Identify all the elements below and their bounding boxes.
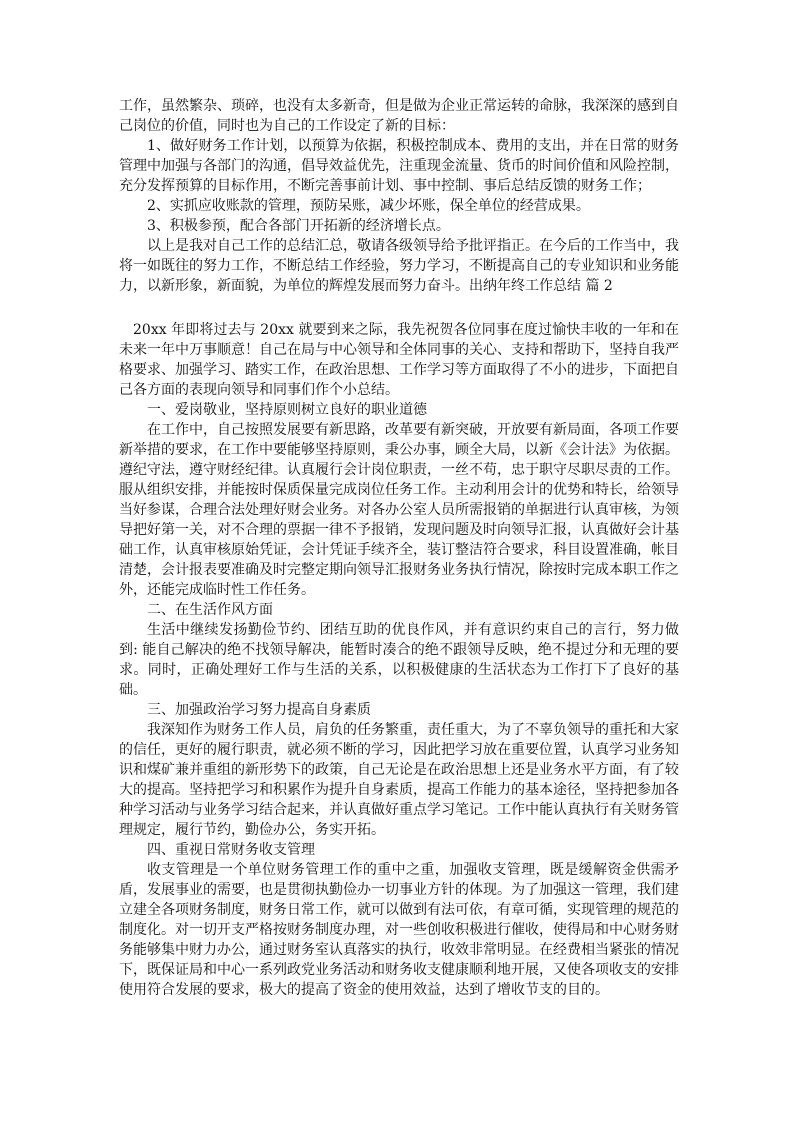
- section-heading-3: 三、加强政治学习努力提高自身素质: [147, 702, 371, 718]
- intro-paragraph: 20xx 年即将过去与 20xx 就要到来之际，我先祝贺各位同事在度过愉快丰收的一年和在未来一年中万事顺意！自己在局与中心领导和全体同事的关心、支持和帮助下，坚持自我严格要求、加强学习、踏实工作，在政治思想、工作学习等方面取得了不小的进步，下面把自己各方面的表现向领导和同事们作个小总结。: [119, 322, 679, 398]
- body-paragraph: 工作，虽然繁杂、琐碎，也没有太多新奇，但是做为企业正常运转的命脉，我深深的感到自己岗位的价值，同时也为自己的工作设定了新的目标：: [119, 98, 679, 134]
- document-page: [119, 96, 679, 1000]
- section-body-2: 生活中继续发扬勤俭节约、团结互助的优良作风，并有意识约束自己的言行，努力做到: 能自己解决的绝不找领导解决，能暂时凑合的绝不跟领导反映，绝不提过分和无理的要求。同时，正确处理好工作与生活的关系，以积极健康的生活状态为工作打下了良好的基础。: [119, 622, 679, 698]
- closing-paragraph: 以上是我对自己工作的总结汇总，敬请各级领导给予批评指正。在今后的工作当中，我将一如既往的努力工作，不断总结工作经验，努力学习，不断提高自己的专业知识和业务能力，以新形象，新面貌，为单位的辉煌发展而努力奋斗。出纳年终工作总结 篇 2: [119, 238, 679, 294]
- section-body-3: 我深知作为财务工作人员，肩负的任务繁重，责任重大，为了不辜负领导的重托和大家的信任，更好的履行职责，就必须不断的学习，因此把学习放在重要位置，认真学习业务知识和煤矿兼并重组的新形势下的政策，自己无论是在政治思想上还是业务水平方面，有了较大的提高。坚持把学习和积累作为提升自身素质，提高工作能力的基本途径，坚持把参加各种学习活动与业务学习结合起来，并认真做好重点学习笔记。工作中能认真执行有关财务管理规定，履行节约，勤俭办公，务实开拓。: [119, 722, 679, 838]
- section-heading-4: 四、重视日常财务收支管理: [147, 842, 315, 858]
- goal-item-2: 2、实抓应收账款的管理，预防呆账，减少坏账，保全单位的经营成果。: [147, 198, 590, 214]
- section-body-1: 在工作中，自己按照发展要有新思路，改革要有新突破，开放要有新局面，各项工作要新举措的要求，在工作中要能够坚持原则，秉公办事，顾全大局，以新《会计法》为依据。遵纪守法，遵守财经纪律。认真履行会计岗位职责，一丝不苟，忠于职守尽职尽责的工作。服从组织安排，并能按时保质保量完成岗位任务工作。主动利用会计的优势和特长，给领导当好参谋，合理合法处理好财会业务。对各办公室人员所需报销的单据进行认真审核，为领导把好第一关，对不合理的票据一律不予报销，发现问题及时向领导汇报，认真做好会计基础工作，认真审核原始凭证，会计凭证手续齐全，装订整洁符合要求，科目设置准确，帐目清楚，会计报表要准确及时完整定期向领导汇报财务业务执行情况，除按时完成本职工作之外，还能完成临时性工作任务。: [119, 422, 679, 598]
- section-heading-2: 二、在生活作风方面: [147, 602, 273, 618]
- section-heading-1: 一、爱岗敬业，坚持原则树立良好的职业道德: [147, 402, 427, 418]
- goal-item-1: 1、做好财务工作计划，以预算为依据，积极控制成本、费用的支出，并在日常的财务管理中加强与各部门的沟通，倡导效益优先，注重现金流量、货币的时间价值和风险控制，充分发挥预算的目标作用，不断完善事前计划、事中控制、事后总结反馈的财务工作；: [119, 138, 679, 194]
- section-body-4: 收支管理是一个单位财务管理工作的重中之重，加强收支管理，既是缓解资金供需矛盾，发展事业的需要，也是贯彻执勤俭办一切事业方针的体现。为了加强这一管理，我们建立建全各项财务制度，财务日常工作，就可以做到有法可依，有章可循，实现管理的规范的制度化。对一切开支严格按财务制度办理，对一些创收积极进行催收，使得局和中心财务财务能够集中财力办公，通过财务室认真落实的执行，收效非常明显。在经费相当紧张的情况下，既保证局和中心一系列政党业务活动和财务收支健康顺利地开展，又使各项收支的安排使用符合发展的要求，极大的提高了资金的使用效益，达到了增收节支的目的。: [119, 862, 679, 998]
- goal-item-3: 3、积极参预，配合各部门开拓新的经济增长点。: [147, 218, 450, 234]
- section-gap: [119, 296, 679, 320]
